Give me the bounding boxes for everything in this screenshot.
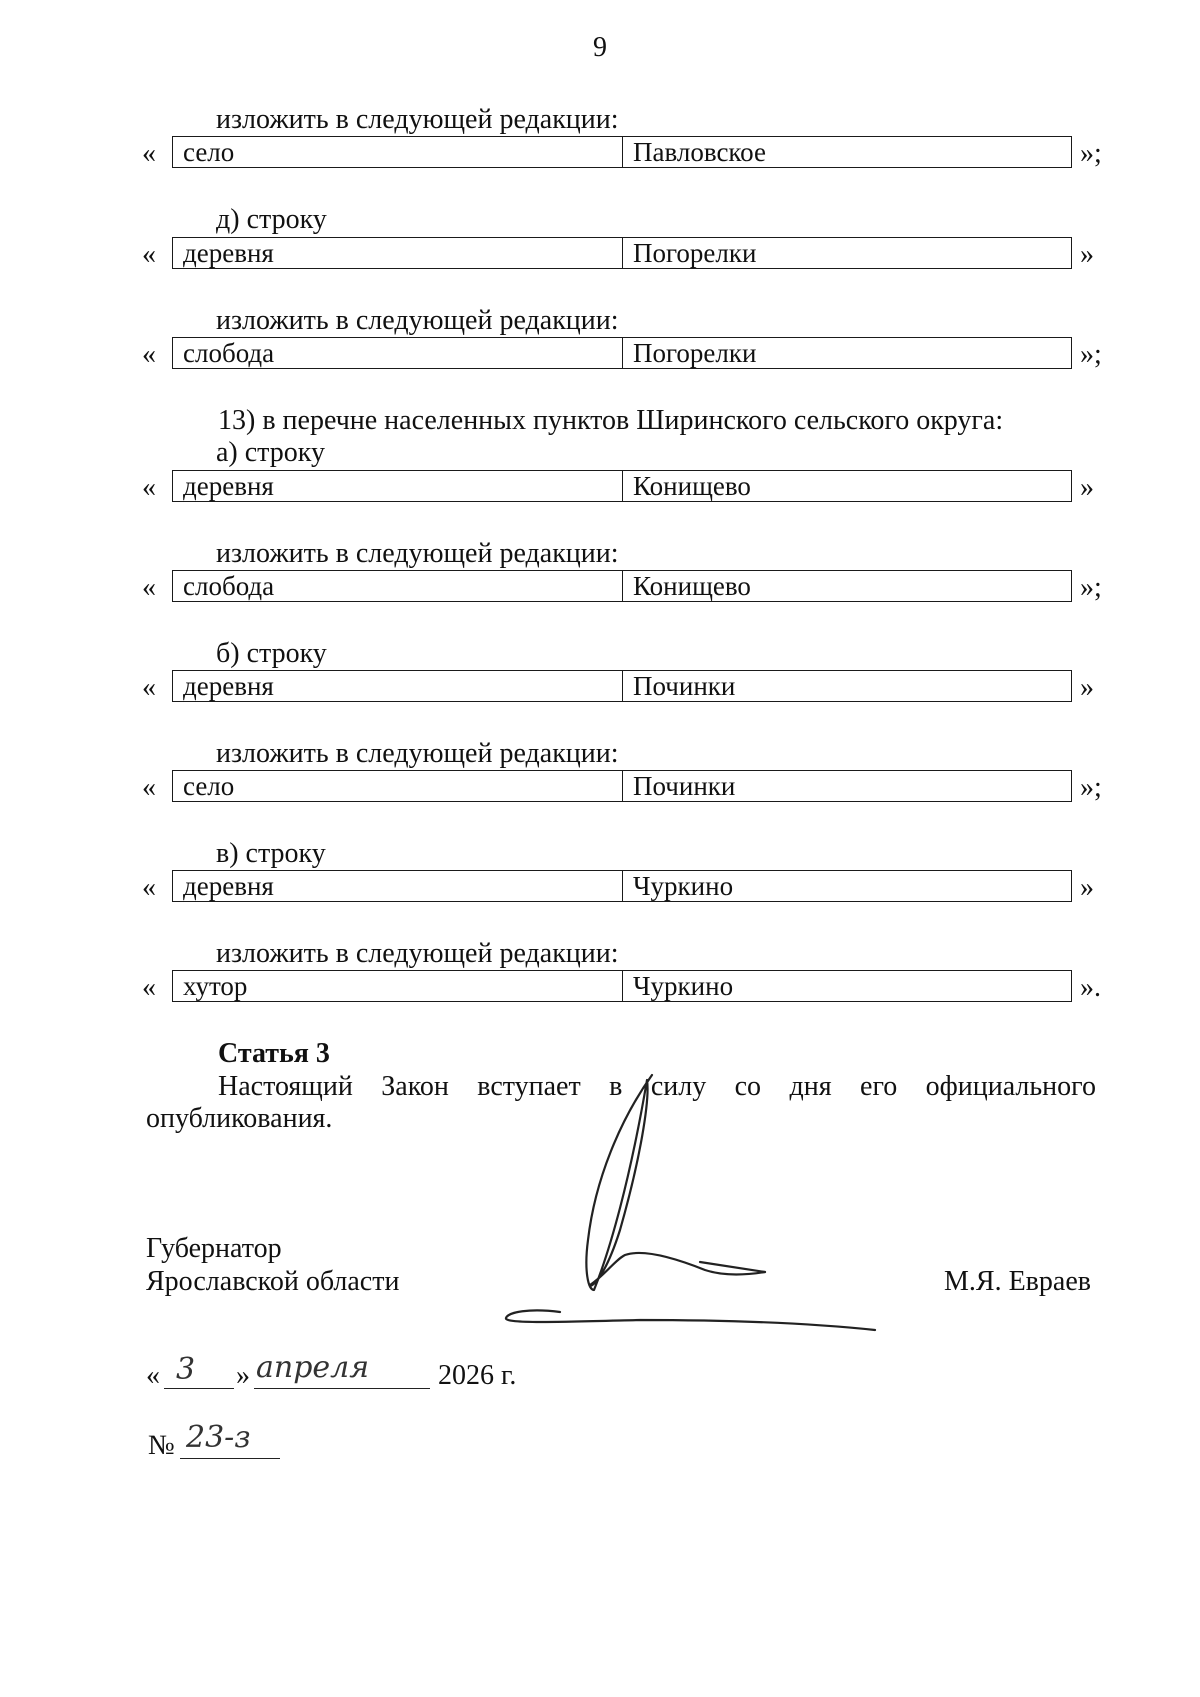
settlement-name-cell: Починки bbox=[633, 671, 736, 701]
close-quote: » bbox=[1080, 239, 1094, 270]
open-quote: « bbox=[142, 872, 156, 903]
article-word: вступает bbox=[477, 1071, 581, 1102]
open-quote: « bbox=[142, 138, 156, 169]
date-open-quote: « bbox=[146, 1360, 160, 1391]
article-word: в bbox=[609, 1071, 623, 1102]
amendment-label: изложить в следующей редакции: bbox=[216, 738, 619, 769]
article-title: Статья 3 bbox=[218, 1038, 330, 1069]
settlement-name-cell: Погорелки bbox=[633, 238, 757, 268]
number-prefix: № bbox=[148, 1430, 175, 1461]
date-month-handwritten: апреля bbox=[256, 1350, 370, 1385]
article-word: Настоящий bbox=[218, 1071, 353, 1102]
close-quote: »; bbox=[1080, 138, 1102, 169]
settlement-type-cell: слобода bbox=[173, 338, 623, 368]
close-quote: » bbox=[1080, 872, 1094, 903]
article-word: силу bbox=[650, 1071, 707, 1102]
close-quote: »; bbox=[1080, 772, 1102, 803]
article-word: дня bbox=[789, 1071, 832, 1102]
date-close-quote: » bbox=[236, 1360, 250, 1391]
open-quote: « bbox=[142, 972, 156, 1003]
open-quote: « bbox=[142, 339, 156, 370]
settlement-type-cell: деревня bbox=[173, 238, 623, 268]
settlement-name-cell: Чуркино bbox=[633, 971, 734, 1001]
article-word: со bbox=[734, 1071, 762, 1102]
settlement-name-cell: Конищево bbox=[633, 471, 751, 501]
settlement-name-cell: Починки bbox=[633, 771, 736, 801]
signatory-position-line1: Губернатор bbox=[146, 1233, 282, 1264]
settlement-type-cell: деревня bbox=[173, 871, 623, 901]
open-quote: « bbox=[142, 572, 156, 603]
settlement-name-cell: Погорелки bbox=[633, 338, 757, 368]
amendment-label: а) строку bbox=[216, 437, 325, 468]
close-quote: ». bbox=[1080, 972, 1101, 1003]
page-number: 9 bbox=[593, 32, 607, 63]
open-quote: « bbox=[142, 672, 156, 703]
date-month-underline bbox=[254, 1388, 430, 1389]
date-day-handwritten: 3 bbox=[176, 1352, 196, 1387]
article-word: его bbox=[860, 1071, 898, 1102]
signatory-position-line2: Ярославской области bbox=[146, 1266, 400, 1297]
close-quote: »; bbox=[1080, 339, 1102, 370]
amendment-label: изложить в следующей редакции: bbox=[216, 305, 619, 336]
amendment-label: изложить в следующей редакции: bbox=[216, 538, 619, 569]
settlement-type-cell: село bbox=[173, 771, 623, 801]
close-quote: » bbox=[1080, 672, 1094, 703]
amendment-label: б) строку bbox=[216, 638, 327, 669]
settlement-name-cell: Конищево bbox=[633, 571, 751, 601]
settlement-type-cell: село bbox=[173, 137, 623, 167]
amendment-label: изложить в следующей редакции: bbox=[216, 104, 619, 135]
article-word: Закон bbox=[381, 1071, 449, 1102]
open-quote: « bbox=[142, 239, 156, 270]
date-day-underline bbox=[164, 1388, 234, 1389]
number-underline bbox=[180, 1458, 280, 1459]
settlement-name-cell: Чуркино bbox=[633, 871, 734, 901]
article-text-line2: опубликования. bbox=[146, 1103, 333, 1134]
close-quote: » bbox=[1080, 472, 1094, 503]
settlement-type-cell: хутор bbox=[173, 971, 623, 1001]
open-quote: « bbox=[142, 772, 156, 803]
settlement-type-cell: слобода bbox=[173, 571, 623, 601]
settlement-type-cell: деревня bbox=[173, 471, 623, 501]
settlement-name-cell: Павловское bbox=[633, 137, 766, 167]
article-word: официального bbox=[925, 1071, 1096, 1102]
date-year: 2026 г. bbox=[438, 1360, 517, 1391]
amendment-label: в) строку bbox=[216, 838, 326, 869]
settlement-type-cell: деревня bbox=[173, 671, 623, 701]
close-quote: »; bbox=[1080, 572, 1102, 603]
open-quote: « bbox=[142, 472, 156, 503]
number-handwritten: 23-з bbox=[186, 1420, 251, 1455]
section-13-heading: 13) в перечне населенных пунктов Ширинского сельского округа: bbox=[218, 405, 1004, 436]
amendment-label: д) строку bbox=[216, 204, 327, 235]
signatory-name: М.Я. Евраев bbox=[944, 1266, 1091, 1297]
amendment-label: изложить в следующей редакции: bbox=[216, 938, 619, 969]
